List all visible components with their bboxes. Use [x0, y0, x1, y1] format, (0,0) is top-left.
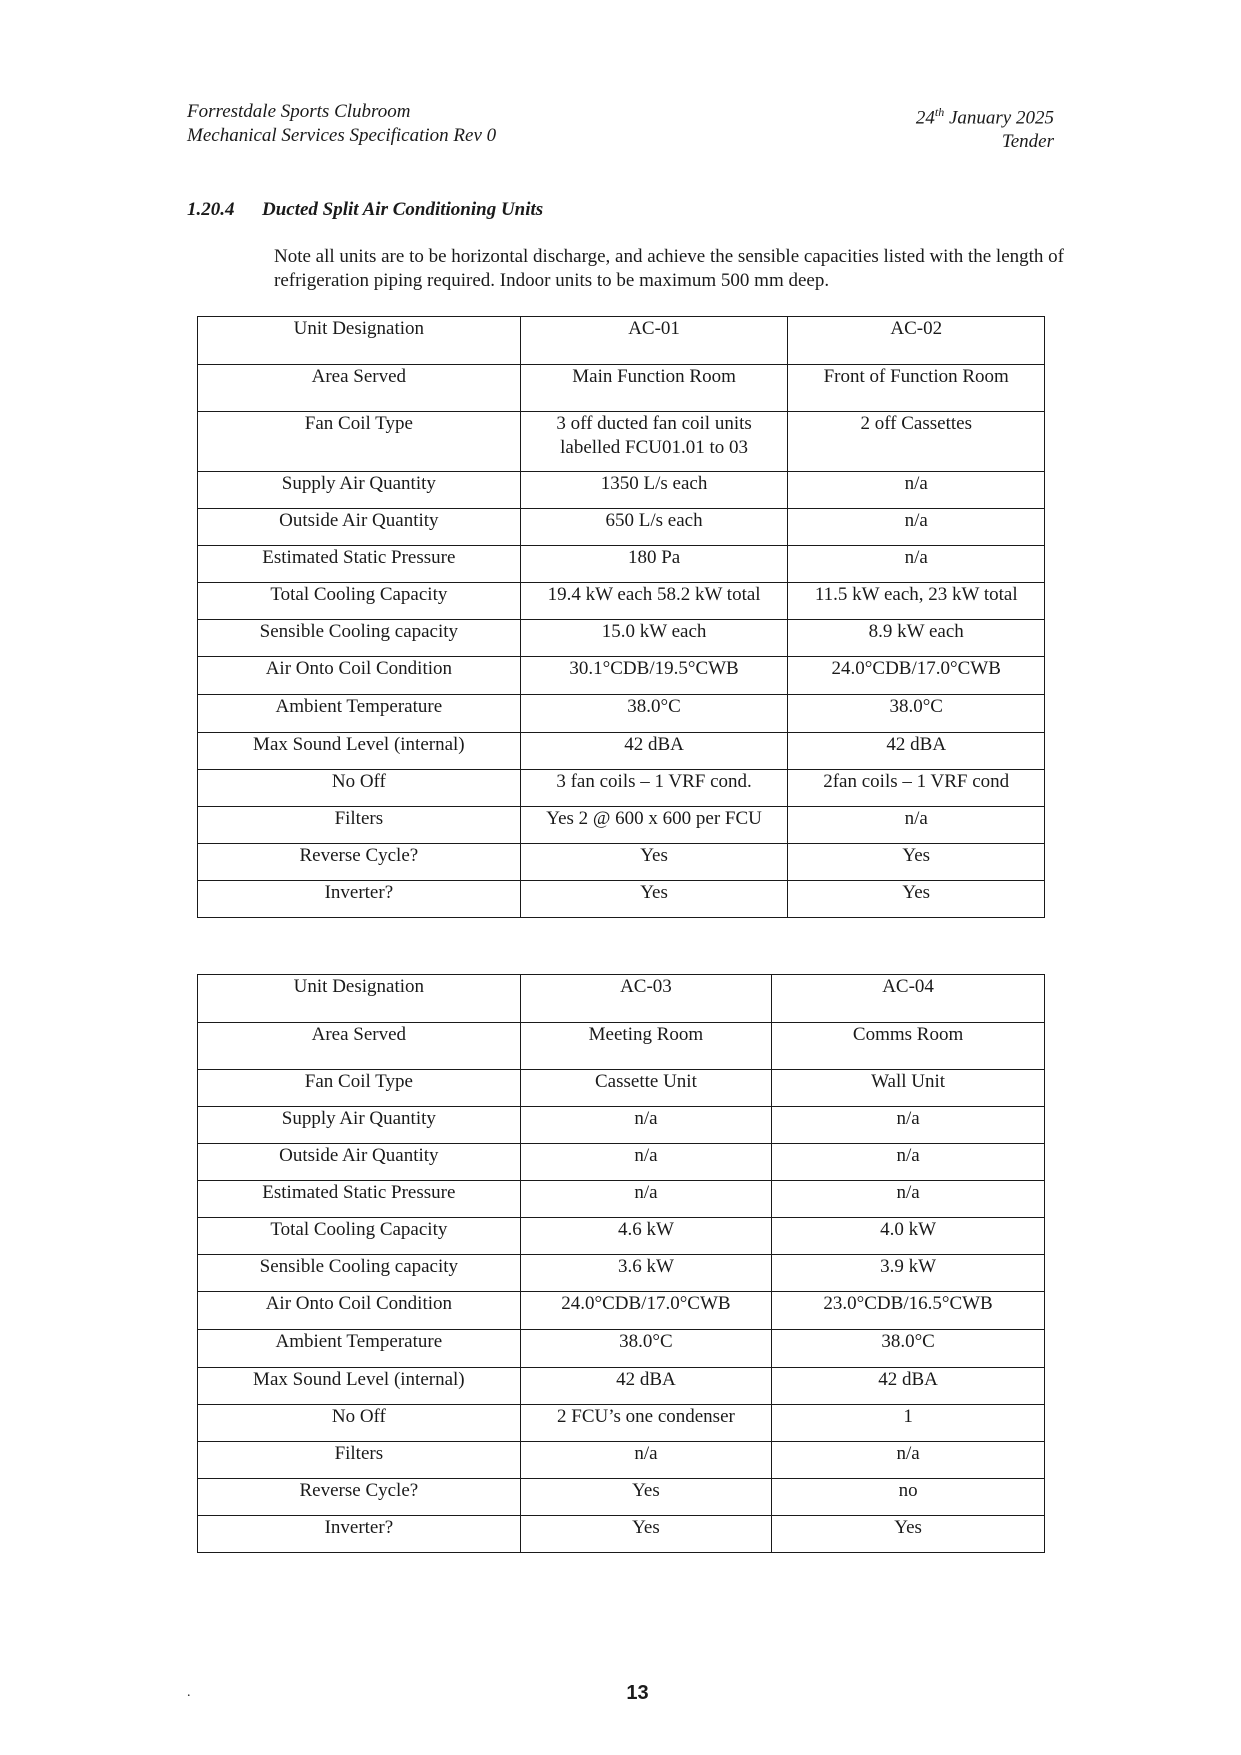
value-cell: 4.0 kW — [772, 1218, 1045, 1255]
footer-mark: . — [187, 1685, 191, 1700]
table-row — [198, 620, 1045, 657]
value-cell: n/a — [520, 1442, 771, 1479]
value-cell: n/a — [772, 1107, 1045, 1144]
table-row — [198, 1255, 1045, 1292]
value-cell: 4.6 kW — [520, 1218, 771, 1255]
value-cell: 42 dBA — [520, 733, 788, 770]
row-label-cell: Filters — [198, 807, 521, 844]
row-label-cell: Area Served — [198, 1023, 521, 1070]
table-row — [198, 472, 1045, 509]
value-cell: 23.0°CDB/16.5°CWB — [772, 1292, 1045, 1330]
value-cell: Wall Unit — [772, 1070, 1045, 1107]
value-cell: n/a — [788, 472, 1045, 509]
value-cell: Yes — [520, 1479, 771, 1516]
spec-title: Mechanical Services Specification Rev 0 — [187, 125, 497, 146]
value-cell: Yes — [788, 844, 1045, 881]
value-cell: no — [772, 1479, 1045, 1516]
table-row — [198, 695, 1045, 733]
value-cell: 1350 L/s each — [520, 472, 788, 509]
section-heading — [187, 199, 543, 221]
spec-table-ac03-ac04 — [197, 974, 1045, 1553]
table-row — [198, 1107, 1045, 1144]
table-row — [198, 1330, 1045, 1368]
row-label-cell: Reverse Cycle? — [198, 1479, 521, 1516]
table-row — [198, 1023, 1045, 1070]
value-cell: AC-03 — [520, 975, 771, 1023]
row-label-cell: Total Cooling Capacity — [198, 583, 521, 620]
table-row — [198, 975, 1045, 1023]
row-label-cell: Supply Air Quantity — [198, 472, 521, 509]
value-cell: 38.0°C — [772, 1330, 1045, 1368]
row-label-cell: No Off — [198, 770, 521, 807]
table-row — [198, 1516, 1045, 1553]
row-label-cell: Fan Coil Type — [198, 412, 521, 472]
table-row — [198, 844, 1045, 881]
value-cell: n/a — [520, 1181, 771, 1218]
value-cell: Comms Room — [772, 1023, 1045, 1070]
table-row — [198, 546, 1045, 583]
row-label-cell: Unit Designation — [198, 317, 521, 365]
value-cell: 3 off ducted fan coil units labelled FCU01.01 to 03 — [520, 412, 788, 472]
value-cell: Front of Function Room — [788, 365, 1045, 412]
value-cell: n/a — [788, 807, 1045, 844]
row-label-cell: Sensible Cooling capacity — [198, 1255, 521, 1292]
value-cell: 8.9 kW each — [788, 620, 1045, 657]
value-cell: n/a — [788, 546, 1045, 583]
row-label-cell: Total Cooling Capacity — [198, 1218, 521, 1255]
table-row — [198, 317, 1045, 365]
table-row — [198, 1292, 1045, 1330]
project-name: Forrestdale Sports Clubroom — [187, 101, 411, 122]
value-cell: 2 off Cassettes — [788, 412, 1045, 472]
section-number: 1.20.4 — [187, 199, 235, 220]
table-row — [198, 657, 1045, 695]
document-header-right — [916, 100, 1054, 154]
value-cell: n/a — [772, 1442, 1045, 1479]
page-number: 13 — [626, 1682, 649, 1704]
value-cell: 3.6 kW — [520, 1255, 771, 1292]
value-cell: 24.0°CDB/17.0°CWB — [788, 657, 1045, 695]
value-cell: 38.0°C — [788, 695, 1045, 733]
row-label-cell: Air Onto Coil Condition — [198, 1292, 521, 1330]
table-row — [198, 770, 1045, 807]
value-cell: Yes — [520, 844, 788, 881]
row-label-cell: Air Onto Coil Condition — [198, 657, 521, 695]
table-row — [198, 583, 1045, 620]
table-row — [198, 807, 1045, 844]
value-cell: 30.1°CDB/19.5°CWB — [520, 657, 788, 695]
value-cell: 15.0 kW each — [520, 620, 788, 657]
value-cell: 3 fan coils – 1 VRF cond. — [520, 770, 788, 807]
table-row — [198, 365, 1045, 412]
value-cell: Yes — [520, 881, 788, 918]
value-cell: n/a — [772, 1144, 1045, 1181]
spec-table-ac01-ac02 — [197, 316, 1045, 918]
date-month-year: January 2025 — [944, 107, 1054, 129]
row-label-cell: Outside Air Quantity — [198, 509, 521, 546]
row-label-cell: Filters — [198, 1442, 521, 1479]
document-status: Tender — [1001, 131, 1054, 153]
section-note: Note all units are to be horizontal discharge, and achieve the sensible capacities listed with the length of refrigeration piping required. Indoor units to be maximum 500 mm deep. — [274, 246, 1065, 291]
table-row — [198, 1144, 1045, 1181]
row-label-cell: Sensible Cooling capacity — [198, 620, 521, 657]
table-row — [198, 412, 1045, 472]
table-row — [198, 733, 1045, 770]
date-day: 24 — [915, 107, 935, 129]
value-cell: 42 dBA — [788, 733, 1045, 770]
row-label-cell: Ambient Temperature — [198, 695, 521, 733]
table-row — [198, 1479, 1045, 1516]
row-label-cell: No Off — [198, 1405, 521, 1442]
value-cell: Yes — [772, 1516, 1045, 1553]
row-label-cell: Inverter? — [198, 1516, 521, 1553]
value-cell: 38.0°C — [520, 695, 788, 733]
row-label-cell: Max Sound Level (internal) — [198, 1368, 521, 1405]
value-cell: Meeting Room — [520, 1023, 771, 1070]
row-label-cell: Reverse Cycle? — [198, 844, 521, 881]
section-title: Ducted Split Air Conditioning Units — [262, 199, 544, 220]
value-cell: n/a — [788, 509, 1045, 546]
value-cell: 650 L/s each — [520, 509, 788, 546]
value-cell: AC-02 — [788, 317, 1045, 365]
table-row — [198, 1368, 1045, 1405]
document-header-left — [187, 100, 496, 148]
table-row — [198, 1442, 1045, 1479]
table-row — [198, 1181, 1045, 1218]
row-label-cell: Inverter? — [198, 881, 521, 918]
value-cell: n/a — [520, 1107, 771, 1144]
table-row — [198, 881, 1045, 918]
value-cell: n/a — [772, 1181, 1045, 1218]
value-cell: Cassette Unit — [520, 1070, 771, 1107]
row-label-cell: Unit Designation — [198, 975, 521, 1023]
value-cell: 1 — [772, 1405, 1045, 1442]
value-cell: 38.0°C — [520, 1330, 771, 1368]
value-cell: Yes 2 @ 600 x 600 per FCU — [520, 807, 788, 844]
value-cell: 2fan coils – 1 VRF cond — [788, 770, 1045, 807]
date-suffix: th — [934, 105, 945, 119]
value-cell: AC-01 — [520, 317, 788, 365]
table-row — [198, 1405, 1045, 1442]
table-row — [198, 509, 1045, 546]
value-cell: 42 dBA — [772, 1368, 1045, 1405]
value-cell: Yes — [520, 1516, 771, 1553]
value-cell: 11.5 kW each, 23 kW total — [788, 583, 1045, 620]
document-date — [916, 100, 1054, 130]
value-cell: Main Function Room — [520, 365, 788, 412]
value-cell: 3.9 kW — [772, 1255, 1045, 1292]
value-cell: 24.0°CDB/17.0°CWB — [520, 1292, 771, 1330]
value-cell: AC-04 — [772, 975, 1045, 1023]
value-cell: 180 Pa — [520, 546, 788, 583]
row-label-cell: Outside Air Quantity — [198, 1144, 521, 1181]
row-label-cell: Max Sound Level (internal) — [198, 733, 521, 770]
row-label-cell: Estimated Static Pressure — [198, 1181, 521, 1218]
value-cell: 19.4 kW each 58.2 kW total — [520, 583, 788, 620]
table-row — [198, 1218, 1045, 1255]
table-row — [198, 1070, 1045, 1107]
row-label-cell: Fan Coil Type — [198, 1070, 521, 1107]
value-cell: 2 FCU’s one condenser — [520, 1405, 771, 1442]
row-label-cell: Ambient Temperature — [198, 1330, 521, 1368]
value-cell: 42 dBA — [520, 1368, 771, 1405]
row-label-cell: Estimated Static Pressure — [198, 546, 521, 583]
row-label-cell: Area Served — [198, 365, 521, 412]
value-cell: n/a — [520, 1144, 771, 1181]
row-label-cell: Supply Air Quantity — [198, 1107, 521, 1144]
value-cell: Yes — [788, 881, 1045, 918]
